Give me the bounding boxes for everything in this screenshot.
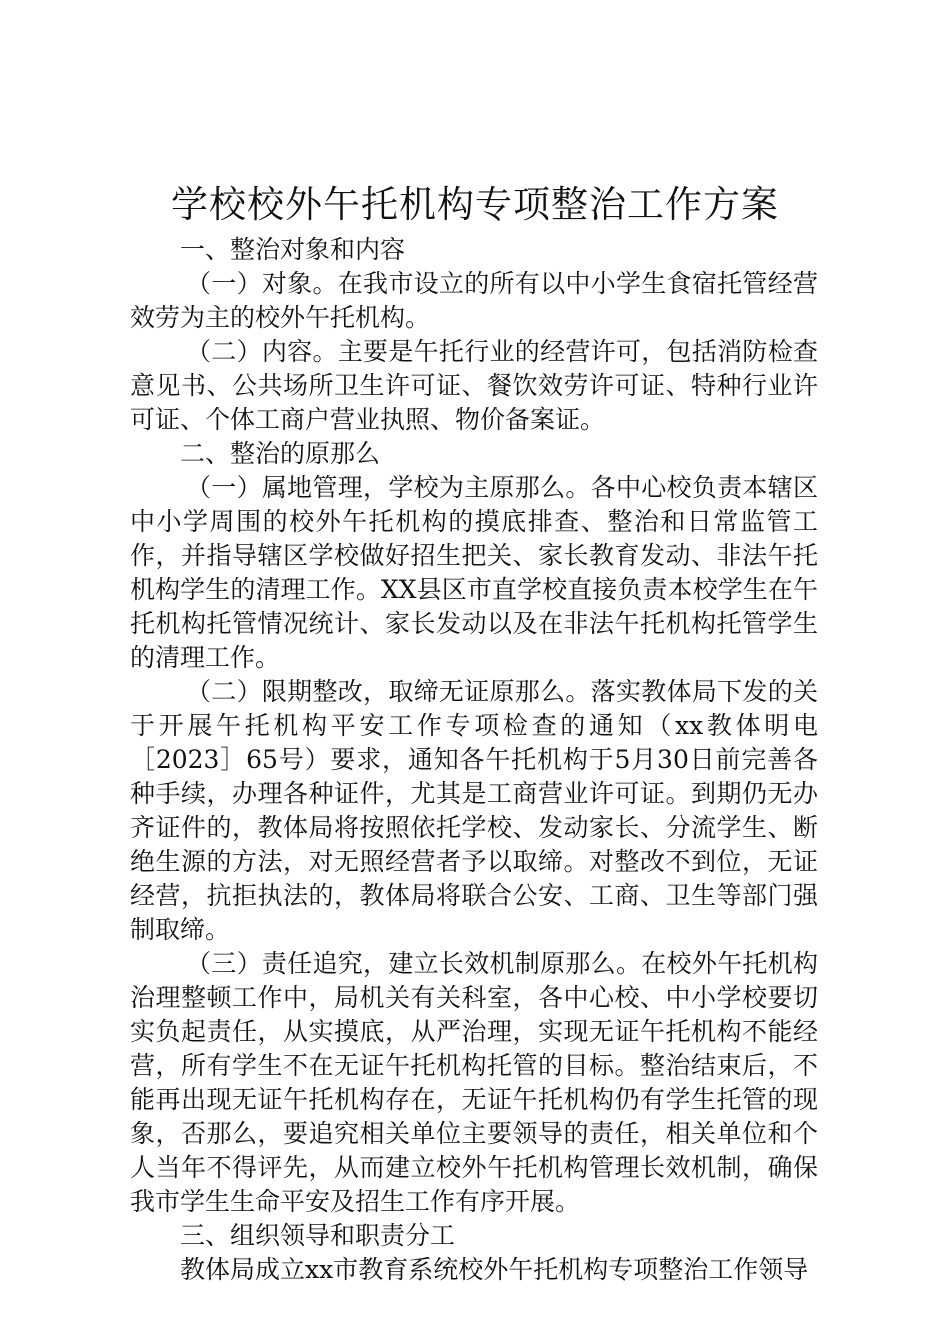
document-title: 学校校外午托机构专项整治工作方案 bbox=[171, 183, 779, 226]
paragraph: （二）内容。主要是午托行业的经营许可，包括消防检查意见书、公共场所卫生许可证、餐饮效劳许可证、特种行业许可证、个体工商户营业执照、物价备案证。 bbox=[130, 337, 818, 434]
paragraph: （三）责任追究，建立长效机制原那么。在校外午托机构治理整顿工作中，局机关有关科室，各中心校、中小学校要切实负起责任，从实摸底，从严治理，实现无证午托机构不能经营，所有学生不在无证午托机构托管的目标。整治结束后，不能再出现无证午托机构存在，无证午托机构仍有学生托管的现象，否那么，要追究相关单位主要领导的责任，相关单位和个人当年不得评先，从而建立校外午托机构管理长效机制，确保我市学生生命平安及招生工作有序开展。 bbox=[130, 949, 818, 1216]
section-heading: 三、组织领导和职责分工 bbox=[180, 1221, 456, 1250]
section-heading: 二、整治的原那么 bbox=[180, 439, 381, 468]
paragraph: 教体局成立xx市教育系统校外午托机构专项整治工作领导 bbox=[180, 1255, 809, 1284]
paragraph: （二）限期整改，取缔无证原那么。落实教体局下发的关于开展午托机构平安工作专项检查的通知（xx教体明电［2023］65号）要求，通知各午托机构于5月30日前完善各种手续，办理各种证件，尤其是工商营业许可证。到期仍无办齐证件的，教体局将按照依托学校、发动家长、分流学生、断绝生源的方法，对无照经营者予以取缔。对整改不到位，无证经营，抗拒执法的，教体局将联合公安、工商、卫生等部门强制取缔。 bbox=[130, 677, 818, 944]
document-body bbox=[130, 233, 818, 1287]
section-heading: 一、整治对象和内容 bbox=[180, 235, 406, 264]
paragraph: （一）属地管理，学校为主原那么。各中心校负责本辖区中小学周围的校外午托机构的摸底排查、整治和日常监管工作，并指导辖区学校做好招生把关、家长教育发动、非法午托机构学生的清理工作。XX县区市直学校直接负责本校学生在午托机构托管情况统计、家长发动以及在非法午托机构托管学生的清理工作。 bbox=[130, 473, 818, 672]
paragraph: （一）对象。在我市设立的所有以中小学生食宿托管经营效劳为主的校外午托机构。 bbox=[130, 269, 818, 332]
